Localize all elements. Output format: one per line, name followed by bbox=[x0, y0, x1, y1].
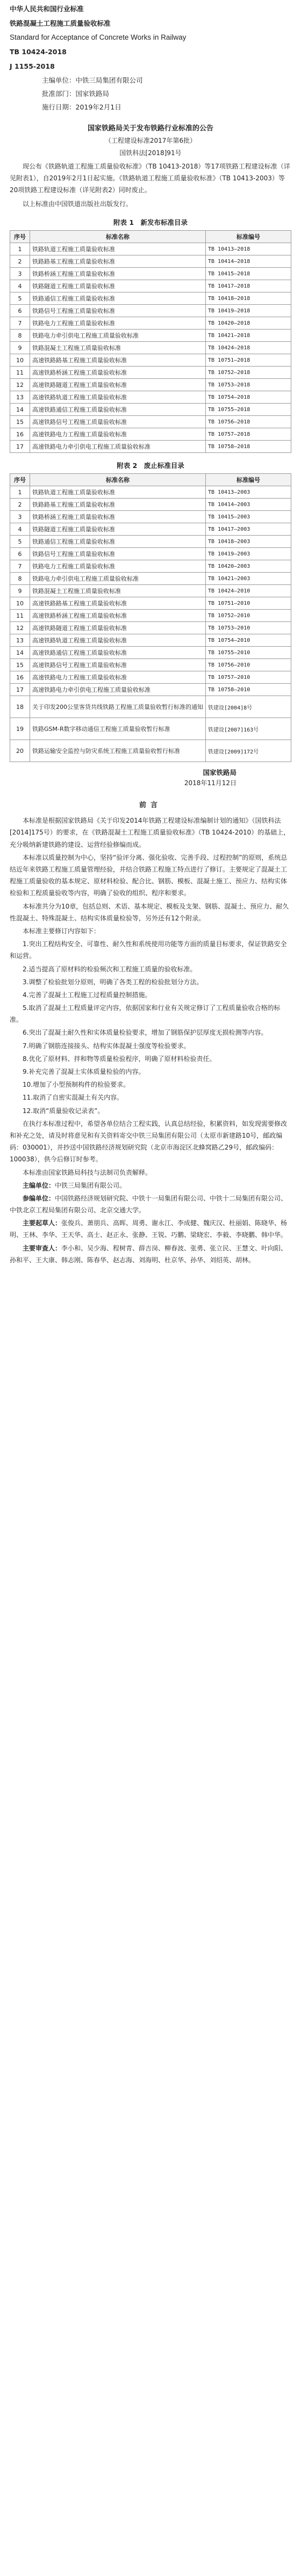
cell-name: 高速铁路通信工程施工质量验收标准 bbox=[30, 404, 206, 416]
revision-item: 3.调整了检验批划分原则，明确了各类工程的检验批划分方法。 bbox=[23, 978, 203, 986]
cell-code: TB 10752—2018 bbox=[206, 367, 291, 379]
table-row bbox=[10, 622, 291, 634]
table-row bbox=[10, 511, 291, 523]
cell-no: 12 bbox=[10, 622, 30, 634]
cell-code: TB 10414—2018 bbox=[206, 255, 291, 268]
cell-code: 铁建设[2007]163号 bbox=[206, 718, 291, 740]
table-row bbox=[10, 740, 291, 762]
col-header-code: 标准编号 bbox=[206, 474, 291, 486]
announcement-batch: （工程建设标准2017年第6批） bbox=[104, 136, 197, 144]
cell-code: TB 10755—2010 bbox=[206, 647, 291, 659]
cell-name: 铁路GSM-R数字移动通信工程施工质量验收暂行标准 bbox=[30, 718, 206, 740]
cell-name: 高速铁路电力工程施工质量验收标准 bbox=[30, 428, 206, 441]
cell-no: 11 bbox=[10, 367, 30, 379]
cell-code: TB 10758—2018 bbox=[206, 441, 291, 453]
cell-name: 高速铁路电力牵引供电工程施工质量验收标准 bbox=[30, 441, 206, 453]
cell-code: 铁建设[2009]172号 bbox=[206, 740, 291, 762]
standard-code-j: J 1155-2018 bbox=[10, 62, 55, 70]
foreword-title: 前言 bbox=[139, 801, 162, 810]
foreword-body bbox=[0, 815, 301, 1266]
cell-no: 4 bbox=[10, 523, 30, 536]
cell-code: TB 10418—2003 bbox=[206, 536, 291, 548]
cell-code: TB 10414—2003 bbox=[206, 499, 291, 511]
col-header-name: 标准名称 bbox=[30, 474, 206, 486]
cell-code: TB 10424—2018 bbox=[206, 342, 291, 354]
table-row bbox=[10, 573, 291, 585]
revision-item: 7.明确了钢筋连接接头、结构实体混凝土强度等检验要求。 bbox=[23, 1042, 190, 1050]
table-row bbox=[10, 597, 291, 610]
revision-item: 4.完善了混凝土工程施工过程质量控制措施。 bbox=[23, 991, 152, 999]
cell-name: 铁路路基工程施工质量验收标准 bbox=[30, 255, 206, 268]
cell-no: 10 bbox=[10, 597, 30, 610]
table-header-row bbox=[10, 474, 291, 486]
cell-no: 1 bbox=[10, 243, 30, 255]
standard-header bbox=[0, 0, 301, 113]
revision-list bbox=[10, 938, 291, 1117]
cell-code: TB 10752—2010 bbox=[206, 610, 291, 622]
new-standards-table bbox=[10, 230, 291, 453]
cell-code: 铁建设[2004]8号 bbox=[206, 696, 291, 718]
table2-title: 附表 2 废止标准目录 bbox=[117, 462, 184, 470]
cell-no: 5 bbox=[10, 536, 30, 548]
cell-code: TB 10421—2003 bbox=[206, 573, 291, 585]
cell-no: 5 bbox=[10, 292, 30, 305]
cell-name: 高速铁路信号工程施工质量验收标准 bbox=[30, 659, 206, 671]
cell-name: 铁路混凝土工程施工质量验收标准 bbox=[30, 585, 206, 597]
revision-item: 8.优化了原材料、拌和物等质量检验程序，明确了原材料检验责任。 bbox=[23, 1055, 216, 1063]
cell-name: 铁路信号工程施工质量验收标准 bbox=[30, 548, 206, 560]
table-row bbox=[10, 280, 291, 292]
compiler-line: 主编单位：中铁三局集团有限公司 bbox=[42, 76, 143, 85]
cell-code: TB 10758—2010 bbox=[206, 684, 291, 696]
table-row bbox=[10, 548, 291, 560]
cell-code: TB 10417—2018 bbox=[206, 280, 291, 292]
cell-code: TB 10753—2010 bbox=[206, 622, 291, 634]
drafters-value: 张俊兵、萧朋兵、高晖、周勇、谢永江、李成健、魏庆汉、杜丽娟、陈晓华、杨明、王林、李华、王天华、高士、赵正永、张静、王锐、巧鹏、梁晓宏、李毅、李晓鹏、韩中华。 bbox=[10, 1219, 288, 1239]
cell-no: 14 bbox=[10, 647, 30, 659]
compiler-value: 中铁三局集团有限公司。 bbox=[55, 1181, 126, 1189]
table-row bbox=[10, 499, 291, 511]
table-row bbox=[10, 428, 291, 441]
announcement-title: 国家铁路局关于发布铁路行业标准的公告 bbox=[87, 124, 213, 133]
col-header-name: 标准名称 bbox=[30, 231, 206, 243]
cell-no: 14 bbox=[10, 404, 30, 416]
cell-no: 6 bbox=[10, 305, 30, 317]
cell-no: 1 bbox=[10, 486, 30, 499]
table-row bbox=[10, 560, 291, 573]
table-row bbox=[10, 292, 291, 305]
cell-name: 高速铁路桥涵工程施工质量验收标准 bbox=[30, 610, 206, 622]
table-row bbox=[10, 671, 291, 684]
revision-item: 12.取消“质量验收记录表”。 bbox=[23, 1107, 104, 1115]
cell-name: 铁路通信工程施工质量验收标准 bbox=[30, 292, 206, 305]
table1-title: 附表 1 新发布标准目录 bbox=[113, 218, 188, 227]
table-row bbox=[10, 684, 291, 696]
cell-name: 铁路隧道工程施工质量验收标准 bbox=[30, 523, 206, 536]
standard-code-tb: TB 10424-2018 bbox=[10, 47, 67, 56]
participants-label: 参编单位： bbox=[23, 1194, 55, 1202]
cell-code: TB 10751—2010 bbox=[206, 597, 291, 610]
cell-code: TB 10756—2010 bbox=[206, 659, 291, 671]
table-row bbox=[10, 634, 291, 647]
revision-item: 6.突出了混凝土耐久性和实体质量检验要求，增加了钢筋保护层厚度无损检测等内容。 bbox=[23, 1029, 268, 1037]
cell-name: 铁路桥涵工程施工质量验收标准 bbox=[30, 268, 206, 280]
cell-no: 7 bbox=[10, 560, 30, 573]
announcement-paragraph: 现公布《铁路轨道工程施工质量验收标准》（TB 10413-2018）等17项铁路工程建设标准（详见附表1），自2019年2月1日起实施。《铁路轨道工程施工质量验收标准》（TB 10413-2003）等20项铁路工程建设标准（详见附表2）同时废止。 bbox=[10, 162, 290, 194]
effective-date-line: 施行日期：2019年2月1日 bbox=[42, 103, 121, 111]
cell-no: 2 bbox=[10, 255, 30, 268]
revision-item: 5.取消了混凝土工程质量评定内容，依据国家和行业有关规定修订了工程质量验收合格的标准。 bbox=[10, 1004, 281, 1024]
cell-code: TB 10418—2018 bbox=[206, 292, 291, 305]
cell-no: 11 bbox=[10, 610, 30, 622]
cell-name: 铁路电力牵引供电工程施工质量验收标准 bbox=[30, 330, 206, 342]
cell-name: 高速铁路轨道工程施工质量验收标准 bbox=[30, 391, 206, 404]
cell-code: TB 10415—2018 bbox=[206, 268, 291, 280]
cell-name: 高速铁路隧道工程施工质量验收标准 bbox=[30, 379, 206, 391]
table-row bbox=[10, 330, 291, 342]
cell-code: TB 10415—2003 bbox=[206, 511, 291, 523]
foreword-paragraph: 本标准主要修订内容如下： bbox=[23, 927, 101, 935]
cell-no: 8 bbox=[10, 330, 30, 342]
cell-name: 高速铁路路基工程施工质量验收标准 bbox=[30, 354, 206, 367]
foreword-paragraph: 在执行本标准过程中，希望各单位结合工程实践，认真总结经验，积累资料，如发现需要修改和补充之处，请及时将意见和有关资料寄交中铁三局集团有限公司（太原市新建路10号，邮政编码：030001），并抄送中国铁路经济规划研究院（北京市海淀区北蜂窝路乙29号，邮政编码：100038），供今后修订时参考。 bbox=[10, 1119, 288, 1163]
cell-no: 13 bbox=[10, 634, 30, 647]
table-row bbox=[10, 416, 291, 428]
revision-item: 2.适当提高了原材料的检验频次和工程施工质量的验收标准。 bbox=[23, 965, 197, 973]
table-row bbox=[10, 585, 291, 597]
table-row bbox=[10, 486, 291, 499]
cell-no: 7 bbox=[10, 317, 30, 330]
table1-body bbox=[10, 243, 291, 453]
publisher-line: 中华人民共和国行业标准 bbox=[10, 5, 84, 13]
cell-code: TB 10419—2018 bbox=[206, 305, 291, 317]
cell-no: 16 bbox=[10, 428, 30, 441]
cell-code: TB 10756—2018 bbox=[206, 416, 291, 428]
drafters-paragraph bbox=[10, 1217, 291, 1241]
cell-name: 高速铁路轨道工程施工质量验收标准 bbox=[30, 634, 206, 647]
revision-item: 11.取消了自密实混凝土有关内容。 bbox=[23, 1094, 124, 1102]
cell-code: TB 10424—2010 bbox=[206, 585, 291, 597]
table-row bbox=[10, 523, 291, 536]
table-row bbox=[10, 441, 291, 453]
cell-code: TB 10754—2018 bbox=[206, 391, 291, 404]
cell-name: 高速铁路桥涵工程施工质量验收标准 bbox=[30, 367, 206, 379]
foreword-paragraph: 本标准以质量控制为中心，坚持“验评分离、强化验收、完善手段、过程控制”的原则，系统总结近年来铁路工程施工质量管理经验，并结合铁路工程施工特点进行了修订。主要规定了混凝土工程施工质量验收的基本规定、原材料检验、配合比、钢筋、模板、混凝土施工、预应力、结构实体检验和工程质量验收等内容，明确了验收的组织、程序和要求。 bbox=[10, 853, 288, 897]
table-row bbox=[10, 659, 291, 671]
table-row bbox=[10, 354, 291, 367]
cell-name: 铁路电力工程施工质量验收标准 bbox=[30, 317, 206, 330]
document-page bbox=[0, 0, 301, 1266]
cell-name: 关于印发200公里客货共线铁路工程施工质量验收暂行标准的通知 bbox=[30, 696, 206, 718]
cell-no: 9 bbox=[10, 585, 30, 597]
foreword-paragraph: 本标准共分为10章，包括总则、术语、基本规定、模板及支架、钢筋、混凝土、预应力、耐久性混凝土、特殊混凝土、结构实体质量检验等，另外还有12个附录。 bbox=[10, 902, 289, 922]
table-row bbox=[10, 647, 291, 659]
table-row bbox=[10, 342, 291, 354]
signature-org: 国家铁路局 bbox=[203, 769, 236, 777]
cell-code: TB 10421—2018 bbox=[206, 330, 291, 342]
cell-no: 17 bbox=[10, 441, 30, 453]
cell-no: 3 bbox=[10, 511, 30, 523]
reviewers-label: 主要审查人： bbox=[23, 1244, 62, 1252]
cell-no: 2 bbox=[10, 499, 30, 511]
cell-code: TB 10753—2018 bbox=[206, 379, 291, 391]
cell-no: 10 bbox=[10, 354, 30, 367]
cell-code: TB 10420—2003 bbox=[206, 560, 291, 573]
cell-name: 高速铁路隧道工程施工质量验收标准 bbox=[30, 622, 206, 634]
cell-no: 19 bbox=[10, 718, 30, 740]
reviewers-value: 李小和、吴少海、程树青、薛吉岗、柳春波、张勇、张立民、王慧文、叶向阳、孙和平、王大康、韩志刚、陈春华、赵志海、刘海明、杜京华、孙华、刘绍英、胡林。 bbox=[10, 1244, 288, 1264]
table-row bbox=[10, 243, 291, 255]
cell-no: 6 bbox=[10, 548, 30, 560]
approver-line: 批准部门：国家铁路局 bbox=[42, 90, 110, 98]
standard-title-en: Standard for Acceptance of Concrete Works in Railway bbox=[10, 33, 187, 41]
cell-no: 16 bbox=[10, 671, 30, 684]
cell-no: 13 bbox=[10, 391, 30, 404]
cell-no: 17 bbox=[10, 684, 30, 696]
table-row bbox=[10, 696, 291, 718]
cell-no: 15 bbox=[10, 416, 30, 428]
col-header-no: 序号 bbox=[10, 474, 30, 486]
cell-name: 铁路路基工程施工质量验收标准 bbox=[30, 499, 206, 511]
table-header-row bbox=[10, 231, 291, 243]
abolished-standards-table bbox=[10, 473, 291, 762]
table-row bbox=[10, 610, 291, 622]
cell-code: TB 10751—2018 bbox=[206, 354, 291, 367]
announcement-number: 国铁科法[2018]91号 bbox=[119, 149, 182, 157]
table-row bbox=[10, 391, 291, 404]
table-row bbox=[10, 305, 291, 317]
table-row bbox=[10, 268, 291, 280]
compiler-label: 主编单位： bbox=[23, 1181, 55, 1189]
table-row bbox=[10, 718, 291, 740]
table-row bbox=[10, 367, 291, 379]
cell-no: 3 bbox=[10, 268, 30, 280]
cell-code: TB 10420—2018 bbox=[206, 317, 291, 330]
cell-name: 铁路隧道工程施工质量验收标准 bbox=[30, 280, 206, 292]
drafters-label: 主要起草人： bbox=[23, 1219, 62, 1227]
cell-code: TB 10413—2018 bbox=[206, 243, 291, 255]
cell-name: 高速铁路路基工程施工质量验收标准 bbox=[30, 597, 206, 610]
cell-no: 8 bbox=[10, 573, 30, 585]
standard-title-cn: 铁路混凝土工程施工质量验收标准 bbox=[10, 19, 111, 27]
col-header-code: 标准编号 bbox=[206, 231, 291, 243]
table-row bbox=[10, 536, 291, 548]
foreword-paragraph: 本标准由国家铁路局科技与法制司负责解释。 bbox=[23, 1168, 152, 1176]
cell-name: 铁路轨道工程施工质量验收标准 bbox=[30, 486, 206, 499]
cell-code: TB 10419—2003 bbox=[206, 548, 291, 560]
cell-code: TB 10413—2003 bbox=[206, 486, 291, 499]
reviewers-paragraph bbox=[10, 1242, 291, 1266]
cell-name: 铁路轨道工程施工质量验收标准 bbox=[30, 243, 206, 255]
cell-name: 高速铁路电力工程施工质量验收标准 bbox=[30, 671, 206, 684]
cell-name: 高速铁路电力牵引供电工程施工质量验收标准 bbox=[30, 684, 206, 696]
cell-code: TB 10417—2003 bbox=[206, 523, 291, 536]
cell-code: TB 10755—2018 bbox=[206, 404, 291, 416]
cell-no: 9 bbox=[10, 342, 30, 354]
table2-body bbox=[10, 486, 291, 762]
cell-code: TB 10757—2010 bbox=[206, 671, 291, 684]
table-row bbox=[10, 255, 291, 268]
cell-name: 铁路电力工程施工质量验收标准 bbox=[30, 560, 206, 573]
cell-code: TB 10754—2010 bbox=[206, 634, 291, 647]
cell-name: 铁路电力牵引供电工程施工质量验收标准 bbox=[30, 573, 206, 585]
cell-name: 高速铁路信号工程施工质量验收标准 bbox=[30, 416, 206, 428]
announcement-paragraph: 以上标准由中国铁道出版社出版发行。 bbox=[23, 200, 133, 208]
revision-item: 9.补充完善了混凝土实体质量检验的内容。 bbox=[23, 1068, 145, 1075]
foreword-paragraph: 本标准是根据国家铁路局《关于印发2014年铁路工程建设标准编制计划的通知》（国铁科法[2014]175号）的要求，在《铁路混凝土工程施工质量验收标准》（TB 10424-2010）的基础上，充分吸纳新建铁路的建设、运营经验修编而成。 bbox=[10, 817, 290, 848]
col-header-no: 序号 bbox=[10, 231, 30, 243]
cell-name: 铁路桥涵工程施工质量验收标准 bbox=[30, 511, 206, 523]
cell-no: 20 bbox=[10, 740, 30, 762]
cell-no: 15 bbox=[10, 659, 30, 671]
compiler-paragraph bbox=[10, 1180, 291, 1191]
cell-no: 12 bbox=[10, 379, 30, 391]
cell-name: 铁路信号工程施工质量验收标准 bbox=[30, 305, 206, 317]
participants-value: 中国铁路经济规划研究院、中铁十一局集团有限公司、中铁十二局集团有限公司、中铁北京工程局集团有限公司、北京交通大学。 bbox=[10, 1194, 288, 1214]
revision-item: 10.增加了小型预制构件的检验要求。 bbox=[23, 1081, 130, 1089]
table-row bbox=[10, 404, 291, 416]
revision-item: 1.突出工程结构安全、可靠性、耐久性和系统使用功能等方面的质量目标要求，保证铁路安全和运营。 bbox=[10, 940, 287, 960]
cell-name: 铁路通信工程施工质量验收标准 bbox=[30, 536, 206, 548]
cell-name: 铁路运输安全监控与防灾系统工程施工质量验收暂行标准 bbox=[30, 740, 206, 762]
table-row bbox=[10, 379, 291, 391]
cell-no: 18 bbox=[10, 696, 30, 718]
cell-name: 高速铁路通信工程施工质量验收标准 bbox=[30, 647, 206, 659]
cell-code: TB 10757—2018 bbox=[206, 428, 291, 441]
table-row bbox=[10, 317, 291, 330]
cell-name: 铁路混凝土工程施工质量验收标准 bbox=[30, 342, 206, 354]
signature-date: 2018年11月12日 bbox=[184, 779, 236, 787]
cell-no: 4 bbox=[10, 280, 30, 292]
participants-paragraph bbox=[10, 1192, 291, 1216]
